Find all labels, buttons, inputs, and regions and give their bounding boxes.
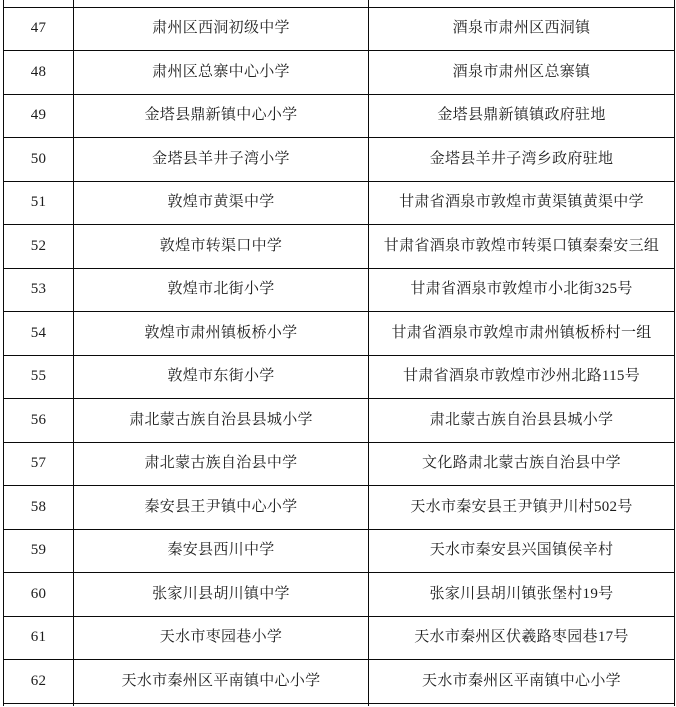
school-name-cell: 张家川县胡川镇中学 (74, 573, 369, 617)
school-name-cell: 敦煌市肃州镇板桥小学 (74, 312, 369, 356)
table-row (4, 660, 675, 704)
table-row (4, 138, 675, 182)
school-address-cell: 金塔县羊井子湾乡政府驻地 (369, 138, 675, 182)
partial-cell (74, 0, 369, 7)
school-address-cell: 张家川县胡川镇张堡村19号 (369, 573, 675, 617)
partial-cell (4, 703, 74, 706)
table-row (4, 181, 675, 225)
school-name-cell: 肃州区总寨中心小学 (74, 51, 369, 95)
table-row (4, 529, 675, 573)
school-address-cell: 天水市秦安县王尹镇尹川村502号 (369, 486, 675, 530)
school-address-cell: 金塔县鼎新镇镇政府驻地 (369, 94, 675, 138)
row-number-cell: 61 (4, 616, 74, 660)
school-address-cell: 酒泉市肃州区总寨镇 (369, 51, 675, 95)
school-name-cell: 天水市枣园巷小学 (74, 616, 369, 660)
school-address-cell: 天水市秦州区伏羲路枣园巷17号 (369, 616, 675, 660)
partial-cell (369, 0, 675, 7)
school-name-cell: 肃州区西洞初级中学 (74, 7, 369, 51)
row-number-cell: 55 (4, 355, 74, 399)
school-address-cell: 甘肃省酒泉市敦煌市沙州北路115号 (369, 355, 675, 399)
row-number-cell: 51 (4, 181, 74, 225)
school-address-cell: 天水市秦州区平南镇中心小学 (369, 660, 675, 704)
school-address-cell: 肃北蒙古族自治县县城小学 (369, 399, 675, 443)
school-address-cell: 甘肃省酒泉市敦煌市黄渠镇黄渠中学 (369, 181, 675, 225)
table-row-partial-bottom (4, 703, 675, 706)
school-address-cell: 甘肃省酒泉市敦煌市肃州镇板桥村一组 (369, 312, 675, 356)
school-name-cell: 肃北蒙古族自治县县城小学 (74, 399, 369, 443)
school-list-table (3, 0, 675, 706)
partial-cell (74, 703, 369, 706)
row-number-cell: 54 (4, 312, 74, 356)
row-number-cell: 48 (4, 51, 74, 95)
school-name-cell: 金塔县羊井子湾小学 (74, 138, 369, 182)
row-number-cell: 49 (4, 94, 74, 138)
row-number-cell: 52 (4, 225, 74, 269)
row-number-cell: 59 (4, 529, 74, 573)
table-row (4, 399, 675, 443)
table-row (4, 355, 675, 399)
row-number-cell: 60 (4, 573, 74, 617)
table-row (4, 573, 675, 617)
school-name-cell: 敦煌市北街小学 (74, 268, 369, 312)
table-row (4, 94, 675, 138)
row-number-cell: 50 (4, 138, 74, 182)
table-row (4, 7, 675, 51)
school-address-cell: 甘肃省酒泉市敦煌市小北街325号 (369, 268, 675, 312)
school-name-cell: 敦煌市黄渠中学 (74, 181, 369, 225)
row-number-cell: 58 (4, 486, 74, 530)
row-number-cell: 53 (4, 268, 74, 312)
row-number-cell: 56 (4, 399, 74, 443)
table-row (4, 51, 675, 95)
school-address-cell: 天水市秦安县兴国镇侯辛村 (369, 529, 675, 573)
school-address-cell: 甘肃省酒泉市敦煌市转渠口镇秦秦安三组 (369, 225, 675, 269)
table-body (4, 0, 675, 706)
school-address-cell: 酒泉市肃州区西洞镇 (369, 7, 675, 51)
row-number-cell: 47 (4, 7, 74, 51)
school-name-cell: 秦安县西川中学 (74, 529, 369, 573)
table-row (4, 312, 675, 356)
school-name-cell: 秦安县王尹镇中心小学 (74, 486, 369, 530)
partial-cell (4, 0, 74, 7)
partial-cell (369, 703, 675, 706)
table-row (4, 268, 675, 312)
school-name-cell: 敦煌市转渠口中学 (74, 225, 369, 269)
table-row (4, 442, 675, 486)
school-name-cell: 敦煌市东街小学 (74, 355, 369, 399)
school-name-cell: 天水市秦州区平南镇中心小学 (74, 660, 369, 704)
school-address-cell: 文化路肃北蒙古族自治县中学 (369, 442, 675, 486)
table-row (4, 486, 675, 530)
table-row (4, 616, 675, 660)
table-row-partial-top (4, 0, 675, 7)
school-name-cell: 金塔县鼎新镇中心小学 (74, 94, 369, 138)
row-number-cell: 62 (4, 660, 74, 704)
row-number-cell: 57 (4, 442, 74, 486)
table-row (4, 225, 675, 269)
school-name-cell: 肃北蒙古族自治县中学 (74, 442, 369, 486)
